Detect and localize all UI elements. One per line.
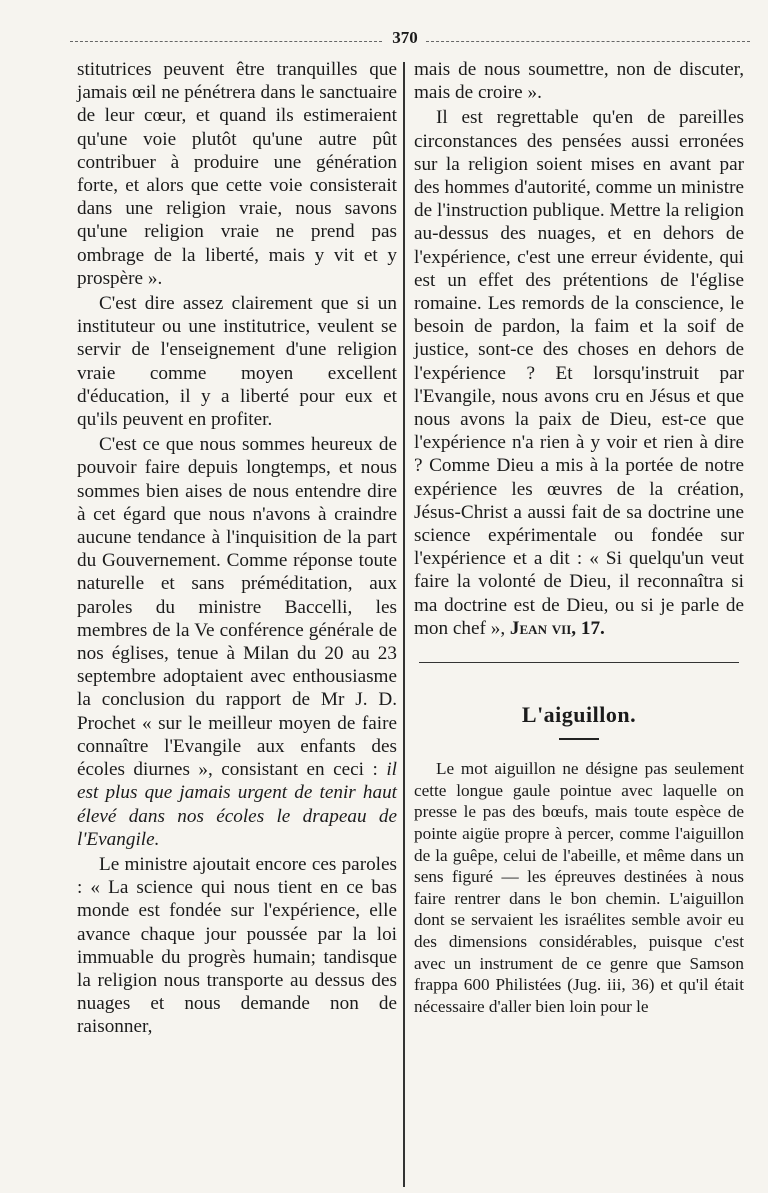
italic-quote: il est plus que jamais urgent de tenir haut élevé dans nos écoles le drapeau de l'Evangile. <box>77 759 397 850</box>
title-rule <box>559 738 599 740</box>
article-title: L'aiguillon. <box>521 702 637 728</box>
left-column <box>77 58 397 1039</box>
page-number: 370 <box>392 28 418 47</box>
paragraph-text: C'est ce que nous sommes heureux de pouvoir faire depuis longtemps, et nous sommes bien aises de nous entendre dire à cet égard que nous n'avons à craindre aucune tendance à l'inquisition de la part du Gouvernement. Comme réponse toute naturelle et sans préméditation, aux paroles du ministre Baccelli, les membres de la Ve conférence générale de nos églises, tenue à Milan du 20 au 23 septembre adoptaient avec enthousiasme la conclusion du rapport de Mr J. D. Prochet « sur le meilleur moyen de faire connaître l'Evangile aux enfants des écoles diurnes », consistant en ceci : <box>77 434 397 781</box>
article-body: Le mot aiguillon ne désigne pas seulement cette longue gaule pointue avec laquelle on presse le pas des bœufs, mais toute espèce de pointe aigüe propre à percer, comme l'aiguillon de la guêpe, celui de l'abeille, et même dans un sens figuré — les épreuves destinées à nous faire rentrer dans le bon chemin. L'aiguillon dont se servaient les israélites semble avoir eu des dimensions considérables, puisque c'est avec un instrument de ce genre que Samson frappa 600 Philistées (Jug. iii, 36) et qu'il était nécessaire d'aller bien loin pour le <box>414 759 744 1016</box>
paragraph: stitutrices peuvent être tranquilles que jamais œil ne pénétrera dans le sanctuaire de leur cœur, et quand ils estimeraient qu'une voie plutôt qu'une autre pût contribuer à produire une génération forte, et alors que cette voie consisterait dans une religion vraie, nous savons qu'une religion vraie ne prend pas ombrage de la liberté, mais y vit et y prospère ». <box>77 59 397 289</box>
header-rule-right <box>426 41 750 42</box>
paragraph <box>414 106 744 640</box>
article-separator <box>419 662 739 663</box>
paragraph: mais de nous soumettre, non de discuter, mais de croire ». <box>414 59 744 104</box>
paragraph: C'est dire assez clairement que si un instituteur ou une institutrice, veulent se servir de l'enseignement d'une religion vraie comme moyen excellent d'éducation, il y a liberté pour eux et qu'ils peuvent en profiter. <box>77 293 397 431</box>
paragraph-text: Il est regrettable qu'en de pareilles circonstances des pensées aussi erronées sur la religion soient mises en avant par des hommes d'autorité, comme un ministre de l'instruction publique. Mettre la religion au-dessus des nuages, et en dehors de l'expérience, c'est une erreur évidente, qui est un effet des prétentions de l'église romaine. Les remords de la conscience, le besoin de pardon, la faim et la soif de justice, sont-ce des choses en dehors de l'expérience ? Et lorsqu'instruit par l'Evangile, nous avons cru en Jésus et que nous avons la paix de Dieu, est-ce que l'expérience n'a rien à y voir et rien à dire ? Comme Dieu a mis à la portée de notre expérience les œuvres de la création, Jésus-Christ a aussi fait de sa doctrine une science expérimentale ou fondée sur l'expérience et a dit : « Si quelqu'un veut faire la volonté de Dieu, il reconnaîtra si ma doctrine est de Dieu, ou si je parle de mon chef », <box>414 107 744 639</box>
scripture-reference: Jean vii, 17. <box>509 617 605 639</box>
paragraph: Le ministre ajoutait encore ces paroles : « La science qui nous tient en ce bas monde est fondée sur l'expérience, elle avance chaque jour poussée par la loi immuable du progrès humain; tandisque la religion nous transporte au dessus des nuages et nous demande non de raisonner, <box>77 853 397 1038</box>
page-header <box>70 28 750 52</box>
paragraph <box>77 433 397 851</box>
column-divider <box>403 62 405 1187</box>
header-rule-left <box>70 41 382 42</box>
right-column <box>414 58 744 1017</box>
